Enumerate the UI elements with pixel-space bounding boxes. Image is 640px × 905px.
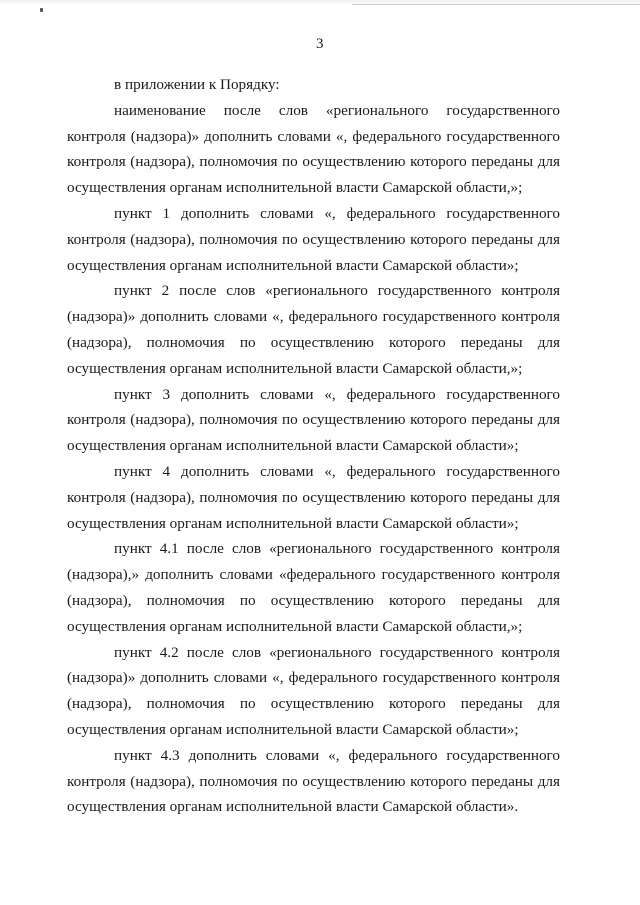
paragraph-item-1: пункт 1 дополнить словами «, федерального государственного контроля (надзора), полномочия по осуществлению которого переданы для осуществления органам исполнительной власти Самарской области»; (67, 204, 560, 274)
paragraph-intro: в приложении к Порядку: (114, 76, 280, 93)
scan-top-edge (0, 0, 640, 6)
paragraph-item-2: пункт 2 после слов «регионального государственного контроля (надзора)» дополнить словами «, федерального государственного контроля (надзора), полномочия по осуществлению которого переданы для осуществления органам исполнительной власти Самарской области,»; (67, 282, 560, 377)
paragraph-item-4-2: пункт 4.2 после слов «регионального государственного контроля (надзора)» дополнить словами «, федерального государственного контроля (надзора), полномочия по осуществлению которого переданы для осуществления органам исполнительной власти Самарской области»; (67, 643, 560, 738)
scan-artifact-dot (40, 8, 43, 12)
page-number: 3 (316, 36, 324, 52)
scan-artifact-line (352, 4, 640, 5)
paragraph-item-4: пункт 4 дополнить словами «, федерального государственного контроля (надзора), полномочия по осуществлению которого переданы для осуществления органам исполнительной власти Самарской области»; (67, 462, 560, 532)
paragraph-item-4-3: пункт 4.3 дополнить словами «, федерального государственного контроля (надзора), полномочия по осуществлению которого переданы для осуществления органам исполнительной власти Самарской области». (67, 746, 560, 816)
paragraph-title-amendment: наименование после слов «регионального государственного контроля (надзора)» дополнить словами «, федерального государственного контроля (надзора), полномочия по осуществлению которого переданы для осуществления органам исполнительной власти Самарской области,»; (67, 101, 560, 197)
paragraph-item-3: пункт 3 дополнить словами «, федерального государственного контроля (надзора), полномочия по осуществлению которого переданы для осуществления органам исполнительной власти Самарской области»; (67, 385, 560, 455)
paragraph-item-4-1: пункт 4.1 после слов «регионального государственного контроля (надзора),» дополнить словами «федерального государственного контроля (надзора), полномочия по осуществлению которого переданы для осуществления органам исполнительной власти Самарской области,»; (67, 540, 560, 635)
document-body (67, 72, 560, 820)
